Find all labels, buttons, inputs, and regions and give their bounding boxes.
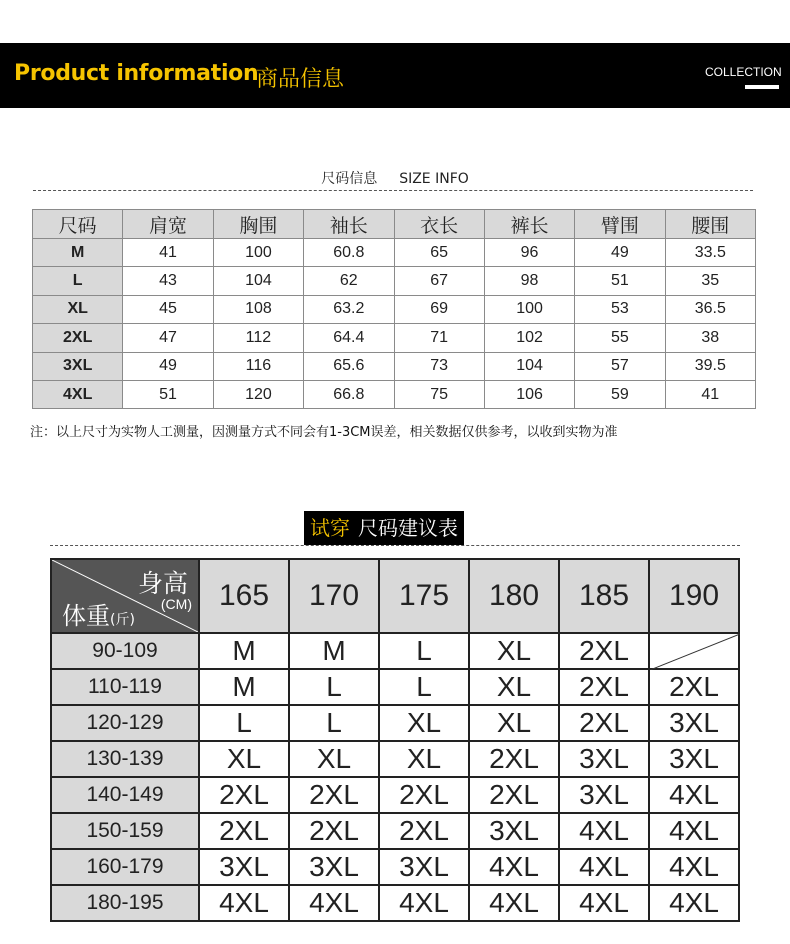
table-cell: 112 — [213, 324, 303, 352]
header-banner — [0, 43, 790, 108]
table-cell: 41 — [123, 239, 213, 267]
table-cell: 36.5 — [665, 295, 755, 323]
table-row — [51, 777, 739, 813]
banner-title-cn: 商品信息 — [256, 67, 345, 92]
size-cell: 2XL — [199, 813, 289, 849]
empty-cell — [649, 633, 739, 669]
table-cell: 75 — [394, 380, 484, 408]
height-unit: (CM) — [160, 596, 192, 612]
size-cell: 4XL — [199, 885, 289, 921]
measurement-note: 注：以上尺寸为实物人工测量，因测量方式不同会有1-3CM误差，相关数据仅供参考，以收到实物为准 — [30, 425, 618, 440]
column-header: 臂围 — [575, 210, 665, 239]
size-cell: L — [199, 705, 289, 741]
size-cell: 3XL — [469, 813, 559, 849]
table-row — [33, 380, 756, 408]
table-cell: 45 — [123, 295, 213, 323]
height-label: 身高 — [137, 569, 188, 598]
size-cell: 3XL — [649, 705, 739, 741]
table-row — [51, 885, 739, 921]
size-cell: M — [289, 633, 379, 669]
table-cell: 49 — [123, 352, 213, 380]
table-cell: 66.8 — [304, 380, 394, 408]
height-header: 165 — [199, 559, 289, 633]
table-cell: 49 — [575, 239, 665, 267]
table-row — [33, 352, 756, 380]
size-cell: 2XL — [559, 669, 649, 705]
size-cell: L — [379, 633, 469, 669]
weight-label-group — [62, 596, 135, 631]
size-cell: L — [379, 669, 469, 705]
size-cell: 2XL — [469, 741, 559, 777]
table-cell: 98 — [484, 267, 574, 295]
column-header: 衣长 — [394, 210, 484, 239]
size-cell: 4XL — [289, 885, 379, 921]
size-cell: XL — [289, 741, 379, 777]
table-cell: 53 — [575, 295, 665, 323]
collection-label: COLLECTION — [705, 65, 782, 79]
size-label: XL — [33, 295, 123, 323]
height-header: 185 — [559, 559, 649, 633]
table-row — [33, 295, 756, 323]
table-cell: 43 — [123, 267, 213, 295]
weight-unit: (斤) — [110, 612, 135, 628]
table-cell: 59 — [575, 380, 665, 408]
size-cell: L — [289, 669, 379, 705]
table-cell: 71 — [394, 324, 484, 352]
size-label: 2XL — [33, 324, 123, 352]
size-cell: XL — [469, 633, 559, 669]
size-cell: M — [199, 633, 289, 669]
height-header: 180 — [469, 559, 559, 633]
height-header: 175 — [379, 559, 469, 633]
size-label: M — [33, 239, 123, 267]
size-cell: XL — [379, 741, 469, 777]
table-cell: 39.5 — [665, 352, 755, 380]
size-cell: 4XL — [469, 849, 559, 885]
table-cell: 73 — [394, 352, 484, 380]
table-cell: 64.4 — [304, 324, 394, 352]
size-cell: 4XL — [559, 813, 649, 849]
table-cell: 67 — [394, 267, 484, 295]
size-cell: 3XL — [649, 741, 739, 777]
size-cell: 2XL — [649, 669, 739, 705]
size-cell: 2XL — [289, 813, 379, 849]
divider — [33, 190, 753, 191]
table-cell: 51 — [123, 380, 213, 408]
size-info-subtitle — [0, 168, 790, 188]
table-cell: 38 — [665, 324, 755, 352]
size-cell: 3XL — [199, 849, 289, 885]
table-cell: 47 — [123, 324, 213, 352]
size-cell: 2XL — [379, 813, 469, 849]
size-cell: 2XL — [289, 777, 379, 813]
table-row — [51, 633, 739, 669]
size-info-subtitle-en: SIZE INFO — [399, 171, 469, 187]
table-header-row — [51, 559, 739, 633]
size-cell: 2XL — [559, 705, 649, 741]
table-cell: 69 — [394, 295, 484, 323]
weight-range: 140-149 — [51, 777, 199, 813]
table-cell: 62 — [304, 267, 394, 295]
fit-title-text: 尺码建议表 — [358, 516, 458, 540]
table-row — [33, 239, 756, 267]
weight-range: 120-129 — [51, 705, 199, 741]
size-cell: 2XL — [379, 777, 469, 813]
column-header: 胸围 — [213, 210, 303, 239]
table-row — [51, 741, 739, 777]
column-header: 裤长 — [484, 210, 574, 239]
table-row — [51, 813, 739, 849]
size-cell: XL — [199, 741, 289, 777]
size-cell: 3XL — [379, 849, 469, 885]
divider — [50, 545, 740, 546]
table-cell: 100 — [213, 239, 303, 267]
size-cell: 3XL — [559, 777, 649, 813]
size-cell: 3XL — [559, 741, 649, 777]
table-cell: 102 — [484, 324, 574, 352]
banner-title-en: Product information — [14, 61, 259, 86]
size-label: L — [33, 267, 123, 295]
table-cell: 106 — [484, 380, 574, 408]
size-info-subtitle-cn: 尺码信息 — [321, 171, 378, 187]
table-cell: 57 — [575, 352, 665, 380]
weight-range: 150-159 — [51, 813, 199, 849]
size-cell: 4XL — [559, 849, 649, 885]
size-cell: 3XL — [289, 849, 379, 885]
size-recommendation-table — [50, 558, 740, 922]
fit-table-title — [304, 511, 464, 545]
table-cell: 55 — [575, 324, 665, 352]
size-label: 3XL — [33, 352, 123, 380]
table-cell: 116 — [213, 352, 303, 380]
table-cell: 104 — [484, 352, 574, 380]
size-cell: 2XL — [559, 633, 649, 669]
size-cell: XL — [469, 705, 559, 741]
weight-label: 体重 — [62, 602, 110, 630]
size-cell: XL — [379, 705, 469, 741]
table-corner-cell — [51, 559, 199, 633]
table-cell: 100 — [484, 295, 574, 323]
column-header: 袖长 — [304, 210, 394, 239]
column-header: 肩宽 — [123, 210, 213, 239]
table-row — [51, 705, 739, 741]
collection-underline — [745, 85, 779, 89]
table-row — [51, 849, 739, 885]
table-row — [33, 267, 756, 295]
weight-range: 110-119 — [51, 669, 199, 705]
table-header-row — [33, 210, 756, 239]
table-cell: 120 — [213, 380, 303, 408]
weight-range: 180-195 — [51, 885, 199, 921]
size-info-table — [32, 209, 756, 409]
table-cell: 65.6 — [304, 352, 394, 380]
height-header: 170 — [289, 559, 379, 633]
column-header: 腰围 — [665, 210, 755, 239]
table-cell: 60.8 — [304, 239, 394, 267]
size-cell: 4XL — [469, 885, 559, 921]
size-cell: 2XL — [469, 777, 559, 813]
table-cell: 35 — [665, 267, 755, 295]
size-cell: XL — [469, 669, 559, 705]
table-cell: 108 — [213, 295, 303, 323]
size-label: 4XL — [33, 380, 123, 408]
table-cell: 33.5 — [665, 239, 755, 267]
size-cell: 4XL — [649, 777, 739, 813]
size-cell: 4XL — [649, 885, 739, 921]
fit-title-highlight: 试穿 — [310, 516, 350, 540]
size-cell: M — [199, 669, 289, 705]
height-header: 190 — [649, 559, 739, 633]
size-cell: 4XL — [379, 885, 469, 921]
size-cell: 2XL — [199, 777, 289, 813]
table-cell: 51 — [575, 267, 665, 295]
weight-range: 130-139 — [51, 741, 199, 777]
size-cell: L — [289, 705, 379, 741]
column-header: 尺码 — [33, 210, 123, 239]
table-row — [33, 324, 756, 352]
size-cell: 4XL — [559, 885, 649, 921]
table-cell: 96 — [484, 239, 574, 267]
weight-range: 160-179 — [51, 849, 199, 885]
table-cell: 63.2 — [304, 295, 394, 323]
table-row — [51, 669, 739, 705]
table-cell: 65 — [394, 239, 484, 267]
size-cell: 4XL — [649, 849, 739, 885]
size-cell: 4XL — [649, 813, 739, 849]
weight-range: 90-109 — [51, 633, 199, 669]
table-cell: 41 — [665, 380, 755, 408]
table-cell: 104 — [213, 267, 303, 295]
